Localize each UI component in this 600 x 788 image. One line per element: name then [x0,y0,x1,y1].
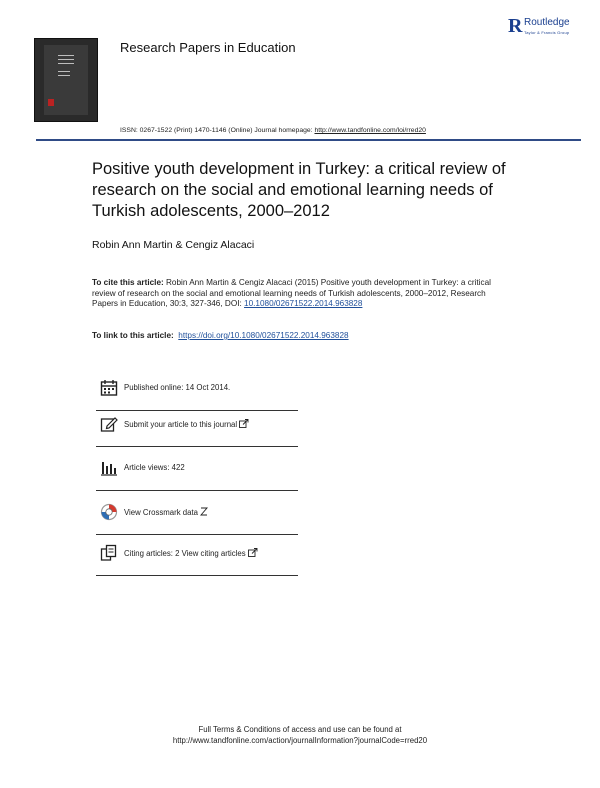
issn-text: ISSN: 0267-1522 (Print) 1470-1146 (Online) Journal homepage: [120,127,315,134]
publisher-sub: Taylor & Francis Group [524,30,570,35]
citing-icon [100,544,118,562]
crossmark-row[interactable] [96,499,298,535]
row-divider [96,575,298,576]
footer-line-1: Full Terms & Conditions of access and use can be found at [198,725,402,734]
article-doi-link[interactable]: https://doi.org/10.1080/02671522.2014.963828 [178,331,349,340]
footer-terms-link[interactable]: http://www.tandfonline.com/action/journalInformation?journalCode=rred20 [172,736,428,745]
publisher-name: Routledge [524,17,570,28]
article-title: Positive youth development in Turkey: a critical review of research on the social and emotional learning needs of Turkish adolescents, 2000–2012 [92,160,506,220]
article-views: Article views: 422 [124,463,185,472]
issn-line [120,127,426,134]
publisher-logo [508,15,588,41]
citing-articles-link[interactable]: Citing articles: 2 View citing articles [124,549,246,558]
header-divider [36,139,581,141]
article-link-line [92,331,349,340]
footer [0,724,600,746]
crossmark-icon [100,503,118,521]
article-authors: Robin Ann Martin & Cengiz Alacaci [92,239,255,251]
row-divider [96,490,298,491]
published-row [96,375,298,411]
edit-icon [100,415,118,433]
submit-row[interactable] [96,411,298,447]
views-row [96,455,298,491]
citation-label: To cite this article: [92,278,164,287]
citing-row[interactable] [96,540,298,576]
journal-cover-image [34,38,98,122]
citation-block [92,278,492,310]
bar-chart-icon [100,459,118,477]
published-date: Published online: 14 Oct 2014. [124,383,231,392]
external-link-icon [200,507,208,516]
calendar-icon [100,379,118,397]
journal-homepage-link[interactable]: http://www.tandfonline.com/loi/rred20 [314,127,426,134]
external-link-icon [248,548,258,557]
crossmark-link[interactable]: View Crossmark data [124,508,198,517]
external-link-icon [239,419,249,428]
citation-text: Robin Ann Martin & Cengiz Alacaci (2015) Positive youth development in Turkey: a critical review of research on the social and emotional learning needs of Turkish adolescents, 2000–2012, Research Papers in Education, 30:3, 327-346, DOI: [92,278,491,309]
journal-title: Research Papers in Education [120,40,296,55]
row-divider [96,446,298,447]
routledge-r-icon: R [508,15,523,37]
citation-doi-link[interactable]: 10.1080/02671522.2014.963828 [244,299,363,309]
row-divider [96,534,298,535]
link-label: To link to this article: [92,331,174,340]
submit-article-link[interactable]: Submit your article to this journal [124,420,238,429]
